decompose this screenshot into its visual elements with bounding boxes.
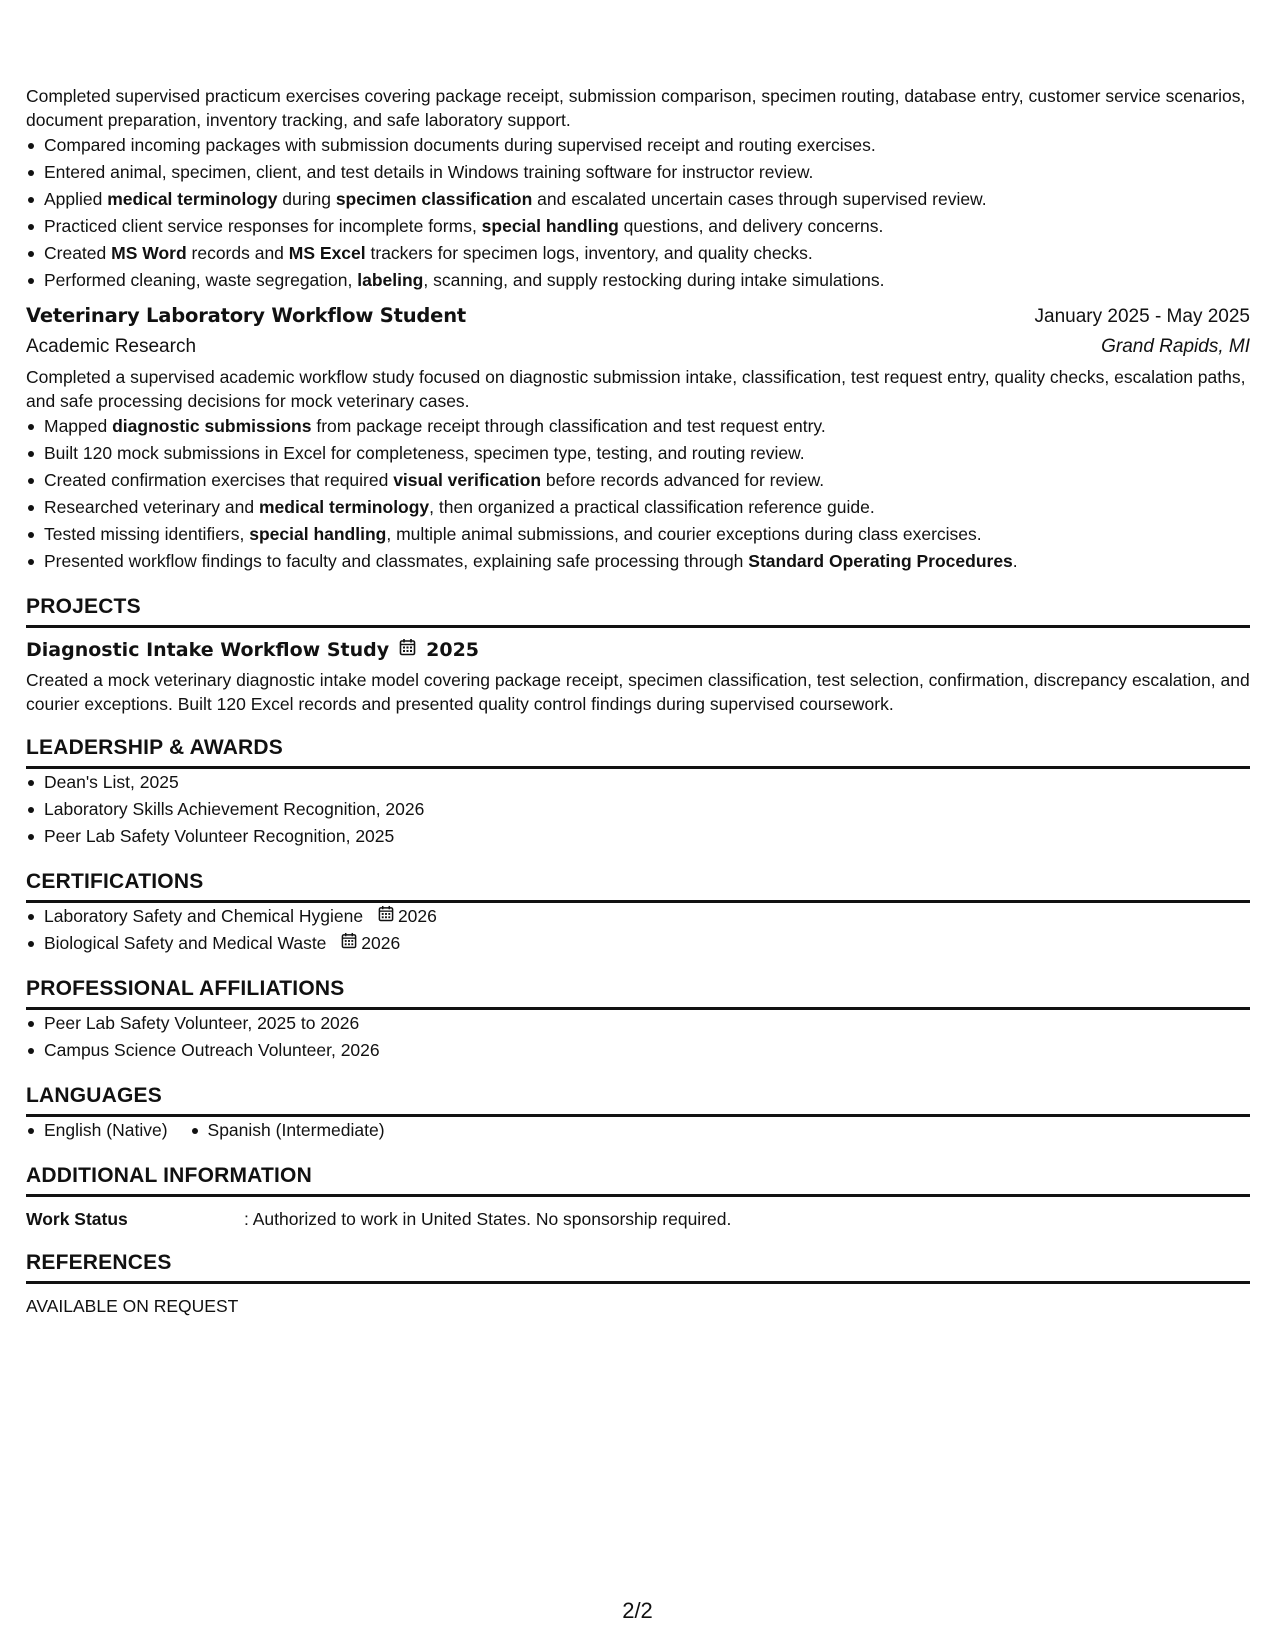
languages-list (26, 1117, 1250, 1144)
bullet-text: trackers for specimen logs, inventory, and quality checks. (365, 243, 813, 263)
project-title: Diagnostic Intake Workflow Study (26, 639, 390, 661)
certification-item (26, 930, 1250, 957)
affiliation-item: Campus Science Outreach Volunteer, 2026 (26, 1037, 1250, 1064)
certification-date (341, 930, 400, 957)
leadership-heading: LEADERSHIP & AWARDS (26, 736, 1250, 769)
certifications-heading: CERTIFICATIONS (26, 870, 1250, 903)
language-item: English (Native) (26, 1117, 168, 1144)
certification-name: Biological Safety and Medical Waste (44, 933, 327, 953)
bullet-item (26, 186, 1250, 213)
bullet-item (26, 494, 1250, 521)
work-status-row (26, 1207, 1250, 1231)
bullet-text: Applied (44, 189, 108, 209)
bullet-item (26, 548, 1250, 575)
certification-item (26, 903, 1250, 930)
bullet-text: . (1012, 551, 1018, 571)
affiliations-list (26, 1010, 1250, 1064)
calendar-icon (399, 638, 416, 662)
work-status-value: : Authorized to work in United States. No sponsorship required. (244, 1209, 732, 1229)
project-description: Created a mock veterinary diagnostic intake model covering package receipt, specimen classification, test selection, confirmation, discrepancy escalation, and courier exceptions. Built 120 Excel records and presented quality control findings during supervised coursework. (26, 670, 1250, 714)
bullet-text: Entered animal, specimen, client, and test details in Windows training software for instructor review. (44, 162, 814, 182)
research-organization: Academic Research (26, 336, 197, 357)
bullet-text: , then organized a practical classification reference guide. (429, 497, 875, 517)
bullet-item (26, 267, 1250, 294)
leadership-item: Laboratory Skills Achievement Recognition, 2026 (26, 796, 1250, 823)
bullet-item (26, 467, 1250, 494)
research-location: Grand Rapids, MI (1101, 336, 1250, 357)
bullet-item (26, 240, 1250, 267)
bullet-item (26, 521, 1250, 548)
bullet-item (26, 413, 1250, 440)
additional-info-heading: ADDITIONAL INFORMATION (26, 1164, 1250, 1197)
bullet-text: Created confirmation exercises that required (44, 470, 394, 490)
bullet-text: Built 120 mock submissions in Excel for completeness, specimen type, testing, and routing review. (44, 443, 805, 463)
bullet-text: records and (186, 243, 289, 263)
research-dates: January 2025 - May 2025 (1034, 306, 1250, 327)
calendar-icon (378, 903, 394, 930)
resume-page (26, 84, 1250, 1318)
bullet-text: Presented workflow findings to faculty and classmates, explaining safe processing through (44, 551, 749, 571)
bullet-item (26, 159, 1250, 186)
research-title: Veterinary Laboratory Workflow Student (26, 304, 467, 327)
certification-year: 2026 (397, 906, 437, 926)
language-item: Spanish (Intermediate) (190, 1117, 385, 1144)
project-header (26, 638, 1250, 662)
bullet-text: Compared incoming packages with submission documents during supervised receipt and routing exercises. (44, 135, 876, 155)
bold-keyword: special handling (249, 524, 387, 544)
bold-keyword: labeling (357, 270, 424, 290)
bullet-text: Tested missing identifiers, (44, 524, 250, 544)
bold-keyword: MS Word (111, 243, 187, 263)
bullet-text: from package receipt through classification and test request entry. (311, 416, 826, 436)
projects-heading: PROJECTS (26, 595, 1250, 628)
bullet-text: questions, and delivery concerns. (618, 216, 884, 236)
bold-keyword: visual verification (393, 470, 542, 490)
bullet-item (26, 440, 1250, 467)
bullet-text: Mapped (44, 416, 113, 436)
page-number: 2/2 (622, 1598, 653, 1623)
leadership-item: Peer Lab Safety Volunteer Recognition, 2025 (26, 823, 1250, 850)
project-year: 2025 (426, 639, 480, 661)
certification-name: Laboratory Safety and Chemical Hygiene (44, 906, 364, 926)
bold-keyword: medical terminology (258, 497, 430, 517)
certification-year: 2026 (361, 933, 401, 953)
work-status-label: Work Status (26, 1209, 128, 1229)
bold-keyword: specimen classification (335, 189, 533, 209)
references-heading: REFERENCES (26, 1251, 1250, 1284)
bullet-text: Performed cleaning, waste segregation, (44, 270, 358, 290)
bullet-text: Researched veterinary and (44, 497, 259, 517)
bold-keyword: medical terminology (107, 189, 278, 209)
bold-keyword: diagnostic submissions (112, 416, 312, 436)
bullet-text: before records advanced for review. (541, 470, 825, 490)
certification-date (378, 903, 437, 930)
bullet-text: Created (44, 243, 112, 263)
research-entry-header (26, 304, 1250, 329)
leadership-list (26, 769, 1250, 850)
research-entry-subheader (26, 335, 1250, 359)
languages-heading: LANGUAGES (26, 1084, 1250, 1117)
bold-keyword: special handling (481, 216, 619, 236)
bullet-text: , scanning, and supply restocking during intake simulations. (423, 270, 885, 290)
affiliation-item: Peer Lab Safety Volunteer, 2025 to 2026 (26, 1010, 1250, 1037)
bullet-item (26, 132, 1250, 159)
certifications-list (26, 903, 1250, 957)
bullet-text: and escalated uncertain cases through supervised review. (532, 189, 987, 209)
bold-keyword: Standard Operating Procedures (748, 551, 1013, 571)
leadership-item: Dean's List, 2025 (26, 769, 1250, 796)
research-bullets (26, 413, 1250, 575)
research-summary: Completed a supervised academic workflow study focused on diagnostic submission intake, classification, test request entry, quality checks, escalation paths, and safe processing decisions for mock veterinary cases. (26, 367, 1246, 411)
bullet-text: during (277, 189, 336, 209)
practicum-bullets (26, 132, 1250, 294)
bold-keyword: MS Excel (288, 243, 366, 263)
bullet-item (26, 213, 1250, 240)
bullet-text: , multiple animal submissions, and courier exceptions during class exercises. (386, 524, 982, 544)
bullet-text: Practiced client service responses for incomplete forms, (44, 216, 482, 236)
references-text: AVAILABLE ON REQUEST (26, 1296, 239, 1316)
affiliations-heading: PROFESSIONAL AFFILIATIONS (26, 977, 1250, 1010)
practicum-summary: Completed supervised practicum exercises covering package receipt, submission comparison, specimen routing, database entry, customer service scenarios, document preparation, inventory tracking, and safe laboratory support. (26, 86, 1246, 130)
calendar-icon (341, 930, 357, 957)
